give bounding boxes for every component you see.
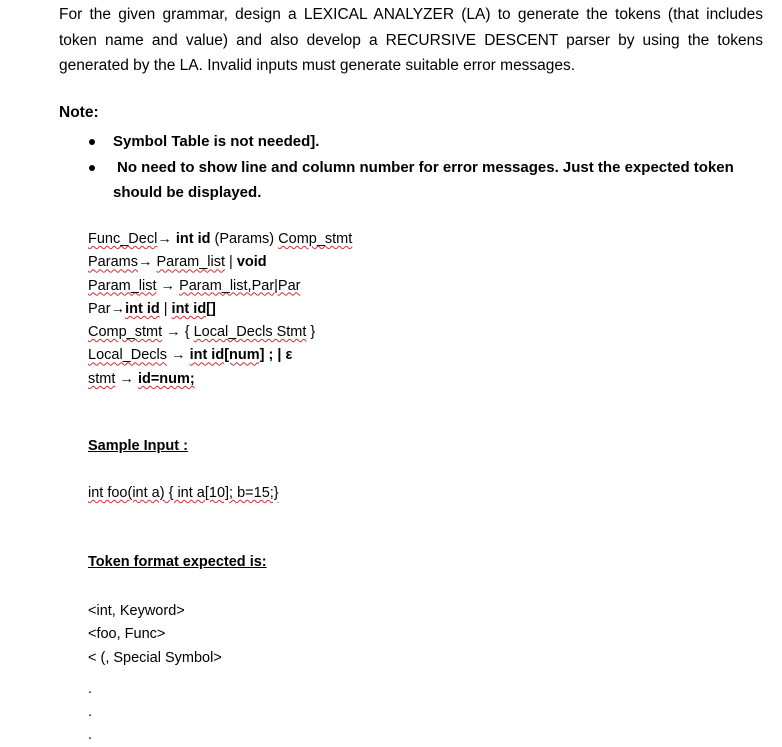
grammar-rule [88, 344, 352, 367]
grammar-rule-rhs-part: Local_Decls Stmt [193, 324, 307, 341]
token-format-item: < (, Special Symbol> [88, 649, 222, 666]
arrow-icon: → [156, 277, 180, 294]
arrow-icon: → [110, 300, 126, 317]
grammar-rule-rhs-part: id=num; [137, 370, 195, 387]
grammar-rule-rhs-part: int id[num] [189, 347, 265, 364]
grammar-rule-rhs-part: | [159, 300, 172, 317]
token-format-list [88, 600, 222, 670]
grammar-rule [88, 251, 352, 274]
token-format-label: Token format expected is: [88, 554, 267, 570]
grammar-rule-lhs: Params [88, 254, 138, 271]
grammar-rule [88, 275, 352, 298]
grammar-rule-rhs-part: ; | ε [264, 347, 293, 364]
token-format-item: <int, Keyword> [88, 603, 185, 619]
grammar-rule-rhs-part: } [306, 324, 316, 341]
sample-input-text: int foo(int a) { int a[10]; b=15;} [88, 485, 279, 501]
continuation-dot: . [88, 704, 93, 720]
arrow-icon: → [115, 370, 138, 387]
grammar-rule-lhs: Func_Decl [88, 231, 158, 247]
grammar-rule-rhs-part: { [184, 324, 194, 341]
sample-input-label: Sample Input : [88, 438, 188, 454]
grammar-rule [88, 368, 352, 391]
grammar-rule-lhs: stmt [88, 370, 116, 387]
arrow-icon: → [137, 254, 153, 271]
sample-input-code [88, 485, 279, 501]
note-label: Note: [59, 104, 99, 121]
token-format-item: <foo, Func> [88, 626, 166, 643]
note-bullet-list [59, 129, 763, 206]
arrow-icon: → [157, 231, 172, 247]
grammar-rule-lhs: Local_Decls [88, 347, 167, 364]
bullet-dot-icon [89, 139, 95, 145]
grammar-rule [88, 321, 352, 344]
grammar-rule [88, 298, 352, 321]
grammar-rule-rhs-part: int id[] [171, 300, 216, 317]
continuation-dot: . [88, 681, 93, 697]
continuation-dot: . [88, 727, 93, 743]
note-bullet-text: Symbol Table is not needed]. [113, 133, 320, 150]
note-bullet-item [59, 155, 763, 206]
note-bullet-item [59, 129, 763, 155]
grammar-rule-rhs-part: Param_list [156, 254, 225, 271]
note-bullet-text: No need to show line and column number for error messages. Just the expected token should be displayed. [113, 158, 734, 201]
intro-paragraph: For the given grammar, design a LEXICAL ANALYZER (LA) to generate the tokens (that includes token name and value) and also develop a RECURSIVE DESCENT parser by using the tokens generated by the LA. Invalid inputs must generate suitable error messages. [59, 6, 763, 74]
grammar-rule-rhs-part: (Params) [214, 231, 279, 247]
bullet-dot-icon [89, 165, 95, 171]
grammar-rule-lhs: Comp_stmt [88, 324, 163, 341]
grammar-rule-lhs: Param_list [88, 277, 157, 294]
grammar-rule-lhs: Par [88, 300, 111, 317]
grammar-rule-rhs-part: void [236, 254, 267, 271]
arrow-icon: → [167, 347, 190, 364]
grammar-rule-rhs-part: int id [171, 231, 215, 247]
grammar-rules [88, 228, 352, 391]
continuation-dots [88, 678, 92, 747]
grammar-rule-rhs-part: Comp_stmt [278, 231, 353, 247]
grammar-rule [88, 228, 352, 251]
grammar-rule-rhs-part: Param_list,Par|Par [179, 277, 301, 294]
grammar-rule-rhs-part: | [225, 254, 237, 271]
grammar-rule-rhs-part: int id [125, 300, 160, 317]
arrow-icon: → [162, 324, 185, 341]
